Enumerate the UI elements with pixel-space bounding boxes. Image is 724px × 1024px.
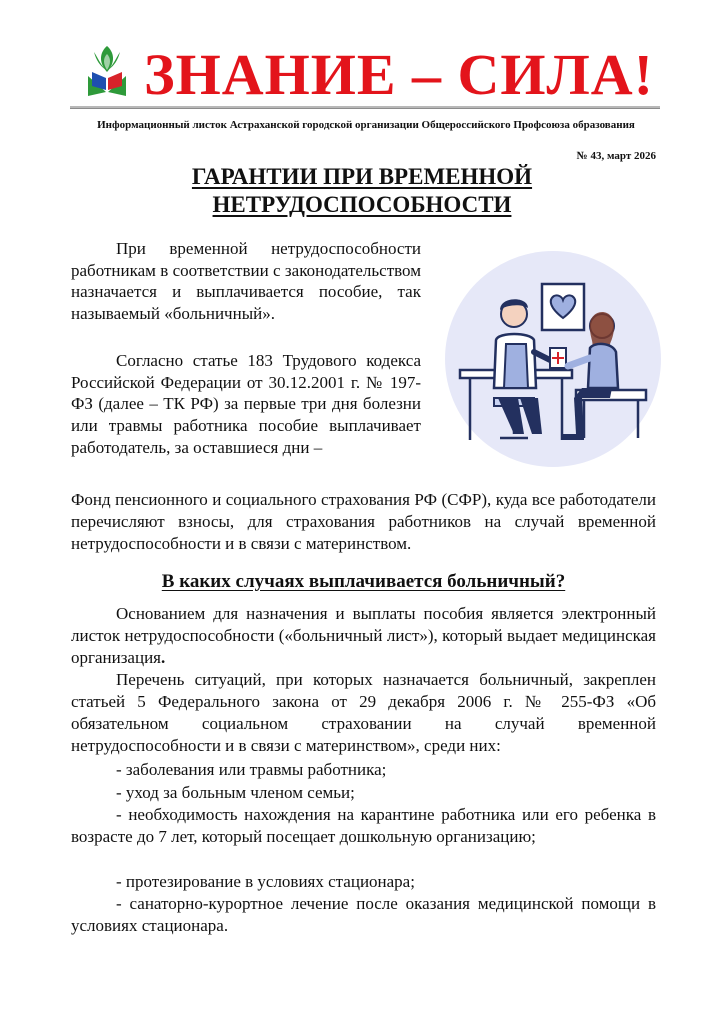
list-intro-paragraph: Перечень ситуаций, при которых назначается больничный, закреплен статьей 5 Федерального закона от 29 декабря 2006 г. № 255-ФЗ «Об обязательном социальном страховании на случай временной нетрудоспособности и в связи с материнством», среди них: xyxy=(71,670,656,755)
list-item: - заболевания или травмы работника; xyxy=(116,760,387,779)
basis-text: Основанием для назначения и выплаты пособия является электронный листок нетрудоспособности («больничный лист»), который выдает медицинская организация xyxy=(71,604,656,667)
article-title: ГАРАНТИИ ПРИ ВРЕМЕННОЙ НЕТРУДОСПОСОБНОСТИ xyxy=(191,164,533,217)
intro-paragraph: При временной нетрудоспособности работникам в соответствии с законодательством назначается и выплачивается пособие, так называемый «больничный». xyxy=(71,239,421,324)
masthead-divider xyxy=(70,106,660,109)
masthead-title: ЗНАНИЕ – СИЛА! xyxy=(144,42,654,107)
union-logo-icon xyxy=(80,42,134,100)
doctor-patient-illustration xyxy=(442,248,664,470)
article-183-paragraph: Согласно статье 183 Трудового кодекса Российской Федерации от 30.12.2001 г. № 197-ФЗ (далее – ТК РФ) за первые три дня болезни или травмы работника пособие выплачивает работодатель, за оставшиеся дни – xyxy=(71,351,421,457)
list-item: - уход за больным членом семьи; xyxy=(116,783,355,802)
list-item: - протезирование в условиях стационара; xyxy=(116,872,415,891)
list-item: - санаторно-курортное лечение после оказания медицинской помощи в условиях стационара. xyxy=(71,894,656,935)
issue-number: № 43, март 2026 xyxy=(576,150,656,162)
basis-paragraph xyxy=(71,603,656,669)
section-title: В каких случаях выплачивается больничный? xyxy=(161,571,566,592)
basis-period: . xyxy=(161,648,166,667)
list-item: - необходимость нахождения на карантине работника или его ребенка в возрасте до 7 лет, который посещает дошкольную организацию; xyxy=(71,805,656,846)
sfr-paragraph: Фонд пенсионного и социального страхования РФ (СФР), куда все работодатели перечисляют взносы, для страхования работников на случай временной нетрудоспособности и в связи с материнством. xyxy=(71,490,656,553)
masthead-subtitle: Информационный листок Астраханской городской организации Общероссийского Профсоюза образования xyxy=(97,119,635,131)
